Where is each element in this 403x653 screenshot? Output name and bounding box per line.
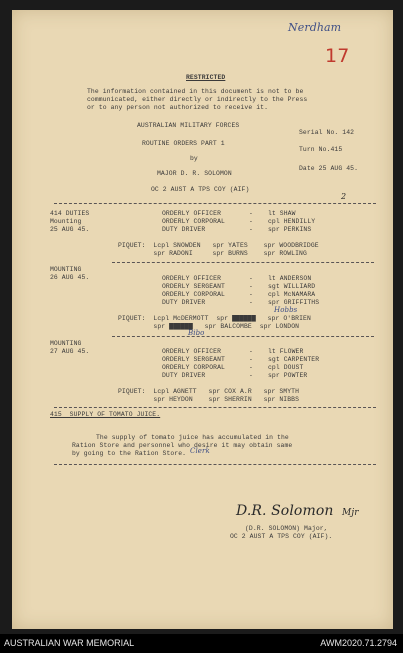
duty-dash: -	[249, 348, 253, 355]
section-3-label-2: 27 AUG 45.	[50, 348, 90, 355]
duty-name: spr PERKINS	[268, 226, 312, 233]
duty-name: spr GRIFFITHS	[268, 299, 320, 306]
duty-role: ORDERLY OFFICER	[162, 275, 222, 282]
section-1-label-2: Mounting	[50, 218, 82, 225]
handwritten-mark: 2	[341, 192, 347, 201]
piquet-line: PIQUET: Lcpl SNOWDEN spr YATES spr WOODBRIDGE	[118, 242, 319, 249]
duty-name: sgt CARPENTER	[268, 356, 320, 363]
item-415-line-1: The supply of tomato juice has accumulated in the	[96, 434, 289, 441]
signature-unit: OC 2 AUST A TPS COY (AIF).	[230, 533, 333, 540]
restricted-heading: RESTRICTED	[186, 74, 226, 81]
document-page	[12, 10, 393, 629]
duty-name: cpl DOUST	[268, 364, 304, 371]
ink-correction: Hobbs	[274, 306, 298, 314]
item-415-line-3: by going to the Ration Store.	[72, 450, 187, 457]
piquet-line: spr ▇▇▇▇▇▇ spr BALCOMBE spr LONDON	[118, 323, 300, 330]
duty-name: spr POWTER	[268, 372, 308, 379]
duty-dash: -	[249, 372, 253, 379]
section-2-label-2: 26 AUG 45.	[50, 274, 90, 281]
duty-dash: -	[249, 299, 253, 306]
archive-footer	[0, 634, 403, 653]
warning-line-3: or to any person not authorized to receive it.	[87, 104, 269, 111]
footer-institution: AUSTRALIAN WAR MEMORIAL	[4, 638, 135, 648]
duty-role: ORDERLY SERGEANT	[162, 283, 225, 290]
serial-number: Serial No. 142	[299, 129, 355, 136]
signature-autograph: D.R. Solomon	[236, 503, 334, 519]
piquet-line: PIQUET: Lcpl McDERMOTT spr ▇▇▇▇▇▇ spr O'BRIEN	[118, 315, 311, 322]
duty-role: DUTY DRIVER	[162, 372, 206, 379]
duty-role: DUTY DRIVER	[162, 226, 206, 233]
section-divider	[112, 262, 374, 263]
duty-name: cpl HENDILLY	[268, 218, 316, 225]
handwritten-name: Nerdham	[288, 21, 342, 34]
section-1-label-1: 414 DUTIES	[50, 210, 90, 217]
issuing-officer: MAJOR D. R. SOLOMON	[157, 170, 232, 177]
duty-role: ORDERLY CORPORAL	[162, 364, 225, 371]
duty-dash: -	[249, 291, 253, 298]
duty-dash: -	[249, 283, 253, 290]
duty-dash: -	[249, 364, 253, 371]
piquet-line: PIQUET: Lcpl AGNETT spr COX A.R spr SMYTH	[118, 388, 300, 395]
signature-name: (D.R. SOLOMON) Major,	[245, 525, 328, 532]
org-name: AUSTRALIAN MILITARY FORCES	[137, 122, 240, 129]
duty-role: ORDERLY OFFICER	[162, 210, 222, 217]
section-2-label-1: MOUNTING	[50, 266, 82, 273]
duty-role: ORDERLY OFFICER	[162, 348, 222, 355]
signature-suffix: Mjr	[342, 508, 359, 518]
item-415-line-2: Ration Store and personnel who desire it may obtain same	[72, 442, 293, 449]
duty-name: lt FLOWER	[268, 348, 304, 355]
duty-role: ORDERLY CORPORAL	[162, 291, 225, 298]
duty-role: DUTY DRIVER	[162, 299, 206, 306]
duty-name: sgt WILLIARD	[268, 283, 316, 290]
item-divider	[54, 464, 376, 465]
document-title: ROUTINE ORDERS PART 1	[142, 140, 225, 147]
by-line: by	[190, 155, 198, 162]
header-divider	[54, 203, 376, 204]
section-3-label-1: MOUNTING	[50, 340, 82, 347]
warning-line-1: The information contained in this document is not to be	[87, 88, 304, 95]
duty-dash: -	[249, 218, 253, 225]
duty-role: ORDERLY SERGEANT	[162, 356, 225, 363]
duty-dash: -	[249, 210, 253, 217]
duty-role: ORDERLY CORPORAL	[162, 218, 225, 225]
warning-line-2: communicated, either directly or indirectly to the Press	[87, 96, 308, 103]
duty-dash: -	[249, 275, 253, 282]
section-1-label-3: 25 AUG 45.	[50, 226, 90, 233]
handwritten-number: 17	[325, 45, 350, 67]
duty-dash: -	[249, 226, 253, 233]
duty-name: lt ANDERSON	[268, 275, 312, 282]
page-number: Turn No.415	[299, 146, 343, 153]
section-divider	[112, 336, 374, 337]
ink-correction: Bibo	[188, 329, 205, 337]
piquet-line: spr HEYDON spr SHERRIN spr NIBBS	[118, 396, 300, 403]
item-415-heading: 415 SUPPLY OF TOMATO JUICE.	[50, 411, 161, 418]
piquet-line: spr RADONI spr BURNS spr ROWLING	[118, 250, 307, 257]
section-divider	[54, 407, 376, 408]
duty-name: lt SHAW	[268, 210, 296, 217]
duty-dash: -	[249, 356, 253, 363]
issuing-unit: OC 2 AUST A TPS COY (AIF)	[151, 186, 250, 193]
item-415-ink: Clerk	[190, 447, 210, 455]
duty-name: cpl McNAMARA	[268, 291, 316, 298]
footer-accession: AWM2020.71.2794	[320, 638, 397, 648]
order-date: Date 25 AUG 45.	[299, 165, 359, 172]
